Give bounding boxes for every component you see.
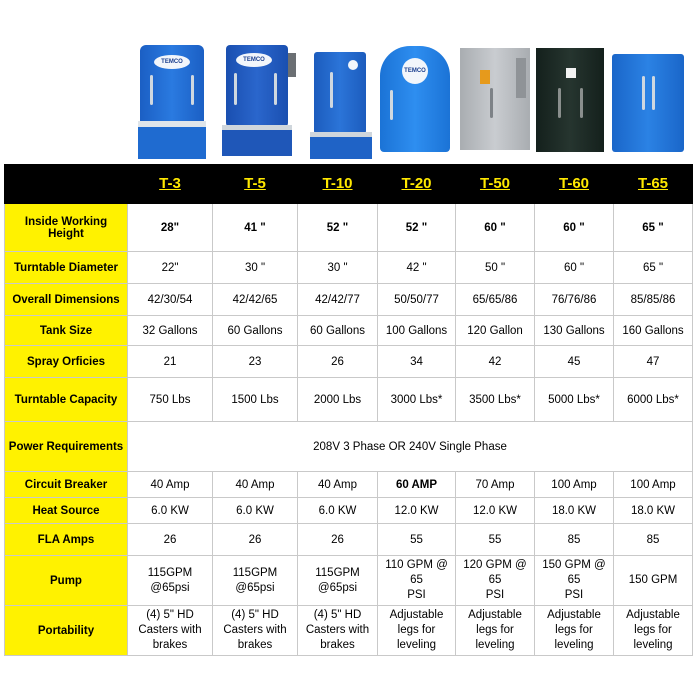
model-t60: T-60 (558, 175, 589, 192)
cell: 5000 Lbs* (535, 378, 614, 422)
cell: 42/42/65 (213, 284, 298, 316)
temco-logo: TEMCO (154, 55, 190, 69)
machine-photo-t10 (310, 52, 372, 156)
cell: 2000 Lbs (298, 378, 378, 422)
model-t50: T-50 (479, 175, 510, 192)
temco-logo: TEMCO (236, 53, 272, 67)
cell: 34 (378, 346, 456, 378)
cell: 18.0 KW (535, 498, 614, 524)
cell: 55 (378, 524, 456, 556)
row-label: Spray Orficies (5, 346, 128, 378)
model-t3: T-3 (159, 175, 181, 192)
cell: 21 (128, 346, 213, 378)
cell: 12.0 KW (378, 498, 456, 524)
machine-photo-t50 (460, 48, 530, 150)
cell: 50 " (456, 252, 535, 284)
row-fla-amps (5, 524, 693, 556)
header-blank (5, 165, 128, 204)
cell: (4) 5" HD Casters with brakes (213, 606, 298, 656)
cell: 42/42/77 (298, 284, 378, 316)
row-label: Power Requirements (5, 422, 128, 472)
cell: 100 Amp (535, 472, 614, 498)
model-t20: T-20 (401, 175, 432, 192)
row-label: Tank Size (5, 316, 128, 346)
cell: 26 (213, 524, 298, 556)
row-label: FLA Amps (5, 524, 128, 556)
cell: Adjustable legs for leveling (456, 606, 535, 656)
cell: 60 Gallons (213, 316, 298, 346)
cell: 60 Gallons (298, 316, 378, 346)
cell: 22" (128, 252, 213, 284)
row-tank-size (5, 316, 693, 346)
row-label: Pump (5, 556, 128, 606)
cell: 6.0 KW (128, 498, 213, 524)
row-label: Overall Dimensions (5, 284, 128, 316)
cell: 115GPM @65psi (213, 556, 298, 606)
cell: 52 " (378, 204, 456, 252)
cell: 65 " (614, 204, 693, 252)
machine-photo-t60 (536, 48, 604, 152)
cell: 150 GPM (614, 556, 693, 606)
row-label: Circuit Breaker (5, 472, 128, 498)
cell: 6000 Lbs* (614, 378, 693, 422)
cell: 42 (456, 346, 535, 378)
cell: 6.0 KW (213, 498, 298, 524)
row-label: Turntable Capacity (5, 378, 128, 422)
cell: 6.0 KW (298, 498, 378, 524)
cell: 3000 Lbs* (378, 378, 456, 422)
cell: 65/65/86 (456, 284, 535, 316)
row-overall-dimensions (5, 284, 693, 316)
cell: 3500 Lbs* (456, 378, 535, 422)
cell: 65 " (614, 252, 693, 284)
cell: (4) 5" HD Casters with brakes (128, 606, 213, 656)
product-photos (0, 0, 700, 160)
cell: (4) 5" HD Casters with brakes (298, 606, 378, 656)
cell: 130 Gallons (535, 316, 614, 346)
cell: 26 (298, 346, 378, 378)
model-t10: T-10 (322, 175, 353, 192)
cell: 18.0 KW (614, 498, 693, 524)
model-t65: T-65 (637, 175, 668, 192)
cell: 30 " (298, 252, 378, 284)
machine-photo-t3 (138, 45, 206, 155)
cell: 1500 Lbs (213, 378, 298, 422)
cell: 110 GPM @ 65 PSI (378, 556, 456, 606)
row-turntable-capacity (5, 378, 693, 422)
cell: 76/76/86 (535, 284, 614, 316)
cell: 150 GPM @ 65 PSI (535, 556, 614, 606)
cell: Adjustable legs for leveling (535, 606, 614, 656)
row-power-requirements (5, 422, 693, 472)
row-label: Inside Working Height (5, 204, 128, 252)
machine-photo-t5 (222, 45, 294, 155)
cell: 60 " (456, 204, 535, 252)
row-pump (5, 556, 693, 606)
cell: 160 Gallons (614, 316, 693, 346)
row-turntable-diameter (5, 252, 693, 284)
row-portability (5, 606, 693, 656)
cell: 85/85/86 (614, 284, 693, 316)
row-circuit-breaker (5, 472, 693, 498)
cell: 60 AMP (378, 472, 456, 498)
row-heat-source (5, 498, 693, 524)
cell: 750 Lbs (128, 378, 213, 422)
cell: 70 Amp (456, 472, 535, 498)
cell: 42/30/54 (128, 284, 213, 316)
power-value: 208V 3 Phase OR 240V Single Phase (128, 422, 693, 472)
model-t5: T-5 (244, 175, 266, 192)
cell: 23 (213, 346, 298, 378)
machine-photo-t20 (380, 46, 450, 152)
cell: 47 (614, 346, 693, 378)
cell: 100 Amp (614, 472, 693, 498)
cell: 40 Amp (213, 472, 298, 498)
spec-table (4, 164, 693, 656)
cell: 42 " (378, 252, 456, 284)
cell: 100 Gallons (378, 316, 456, 346)
cell: 40 Amp (128, 472, 213, 498)
row-spray-orficies (5, 346, 693, 378)
cell: 45 (535, 346, 614, 378)
cell: 85 (614, 524, 693, 556)
cell: 40 Amp (298, 472, 378, 498)
temco-logo: TEMCO (402, 58, 428, 84)
cell: 115GPM @65psi (128, 556, 213, 606)
cell: 115GPM @65psi (298, 556, 378, 606)
cell: 120 GPM @ 65 PSI (456, 556, 535, 606)
cell: 26 (128, 524, 213, 556)
row-label: Heat Source (5, 498, 128, 524)
cell: 12.0 KW (456, 498, 535, 524)
cell: 60 " (535, 204, 614, 252)
cell: 41 " (213, 204, 298, 252)
cell: Adjustable legs for leveling (378, 606, 456, 656)
machine-photo-t65 (612, 54, 684, 152)
row-inside-working-height (5, 204, 693, 252)
header-row (5, 165, 693, 204)
cell: 85 (535, 524, 614, 556)
cell: 52 " (298, 204, 378, 252)
cell: 30 " (213, 252, 298, 284)
cell: 28" (128, 204, 213, 252)
cell: Adjustable legs for leveling (614, 606, 693, 656)
row-label: Turntable Diameter (5, 252, 128, 284)
cell: 120 Gallon (456, 316, 535, 346)
cell: 32 Gallons (128, 316, 213, 346)
row-label: Portability (5, 606, 128, 656)
cell: 50/50/77 (378, 284, 456, 316)
cell: 26 (298, 524, 378, 556)
cell: 60 " (535, 252, 614, 284)
cell: 55 (456, 524, 535, 556)
